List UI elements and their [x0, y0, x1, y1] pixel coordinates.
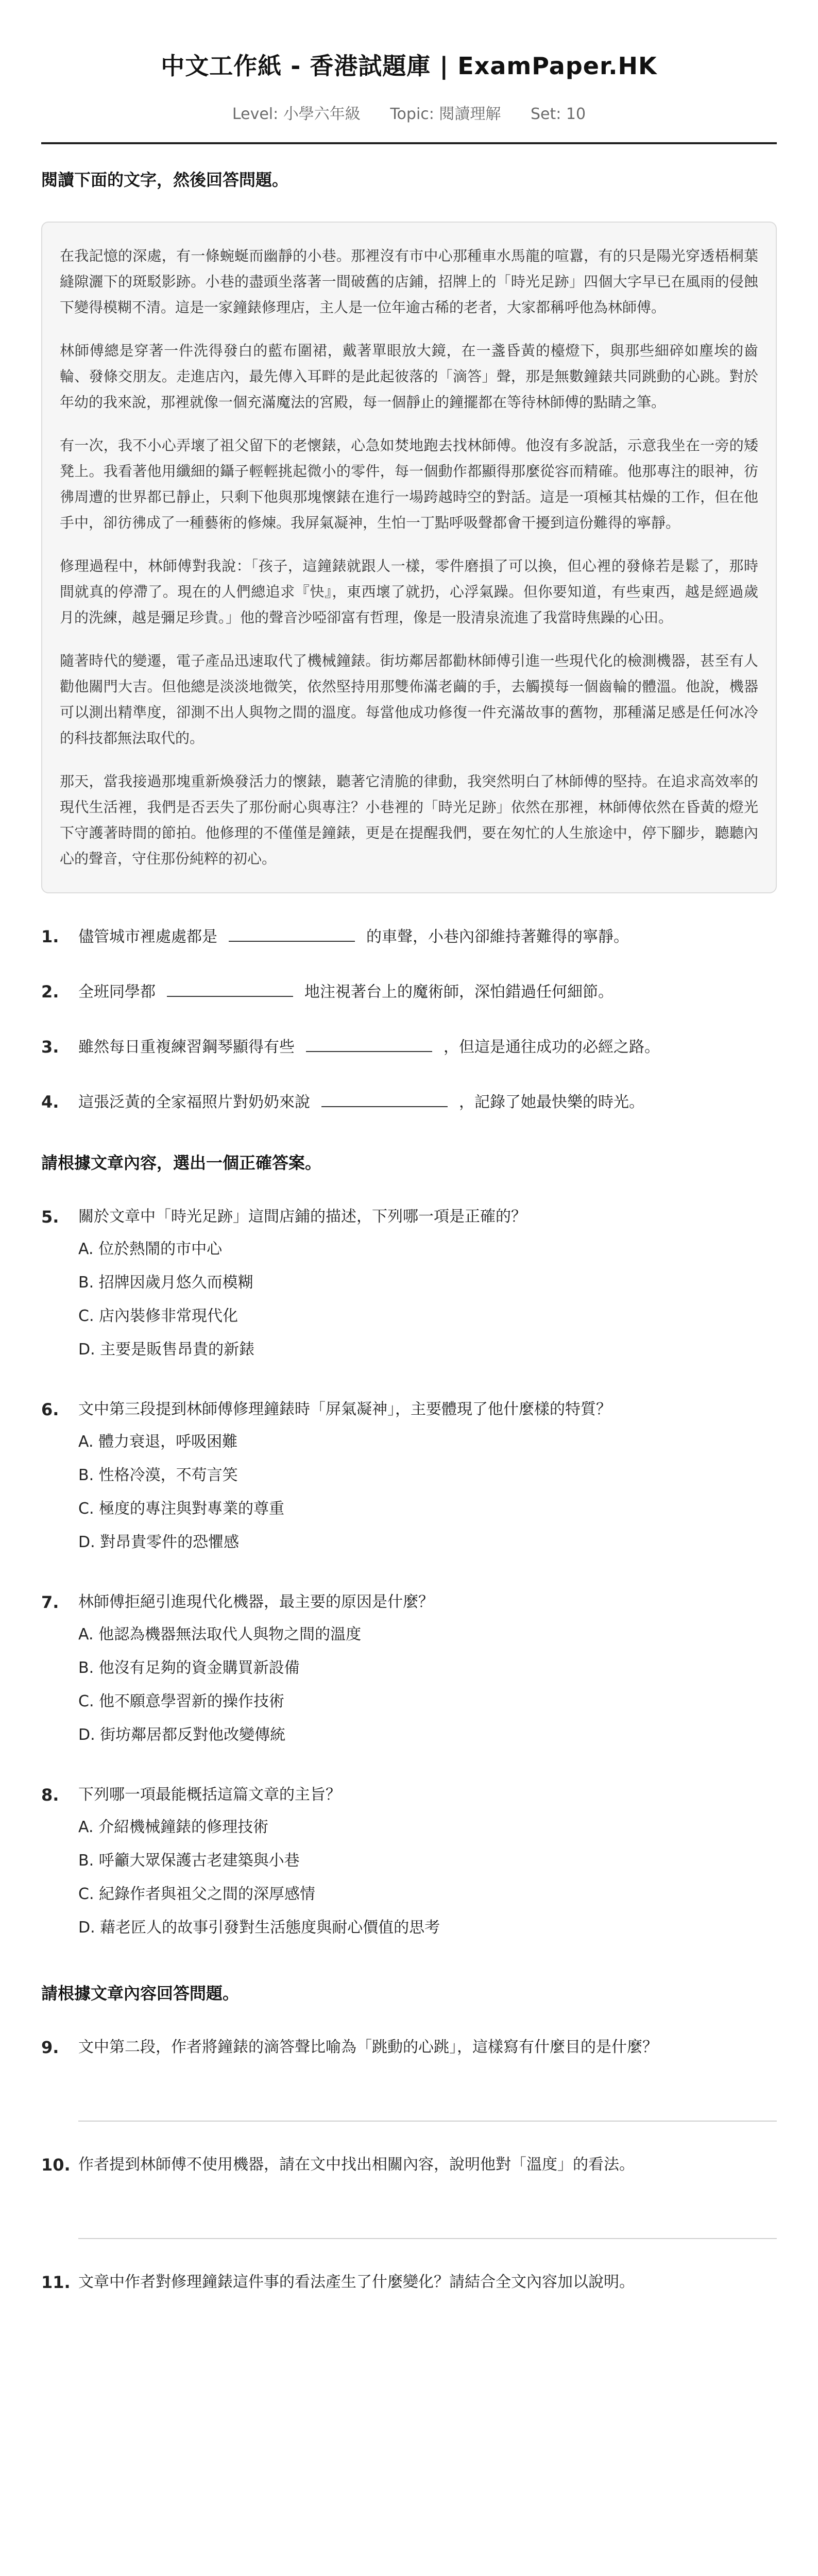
option-d[interactable]: D. 藉老匠人的故事引發對生活態度與耐心價值的思考 — [78, 1919, 440, 1937]
topic-label: Topic: 閱讀理解 — [390, 105, 501, 123]
answer-blank[interactable] — [229, 925, 355, 942]
passage-paragraph-3: 有一次，我不小心弄壞了祖父留下的老懷錶，心急如焚地跑去找林師傅。他沒有多說話，示意我坐在一旁的矮凳上。我看著他用纖細的鑷子輕輕挑起微小的零件，每一個動作都顯得那麼從容而精確。他那專注的眼神，彷彿周遭的世界都已靜止，只剩下他與那塊懷錶在進行一場跨越時空的對話。這是一項極其枯燥的工作，但在他手中，卻彷彿成了一種藝術的修煉。我屏氣凝神，生怕一丁點呼吸聲都會干擾到這份難得的寧靜。 — [60, 437, 758, 531]
question-number: 9. — [41, 2038, 59, 2057]
question-number: 1. — [41, 927, 59, 946]
question-number: 11. — [41, 2273, 71, 2292]
option-a[interactable]: A. 介紹機械鐘錶的修理技術 — [78, 1818, 269, 1836]
question-number: 5. — [41, 1207, 59, 1227]
question-text-before: 雖然每日重複練習鋼琴顯得有些 — [78, 1038, 295, 1056]
passage-paragraph-1: 在我記憶的深處，有一條蜿蜒而幽靜的小巷。那裡沒有市中心那種車水馬龍的喧囂，有的只是陽光穿透梧桐葉縫隙灑下的斑駁影跡。小巷的盡頭坐落著一間破舊的店鋪，招牌上的「時光足跡」四個大字早已在風雨的侵蝕下變得模糊不清。這是一家鐘錶修理店，主人是一位年逾古稀的老者，大家都稱呼他為林師傅。 — [60, 247, 758, 316]
question-number: 10. — [41, 2155, 71, 2175]
question-6 — [41, 1398, 777, 1559]
question-11 — [41, 2271, 777, 2294]
question-8 — [41, 1784, 777, 1944]
option-c[interactable]: C. 店內裝修非常現代化 — [78, 1307, 238, 1325]
reading-passage — [41, 222, 777, 893]
question-number: 2. — [41, 982, 59, 1002]
question-text-after: ，記錄了她最快樂的時光。 — [459, 1093, 644, 1111]
option-a[interactable]: A. 位於熱鬧的市中心 — [78, 1240, 223, 1258]
level-label: Level: 小學六年級 — [232, 105, 361, 123]
question-text-before: 儘管城市裡處處都是 — [78, 928, 217, 946]
question-5 — [41, 1206, 777, 1366]
meta-info — [41, 101, 777, 124]
section-reading-title: 閱讀下面的文字，然後回答問題。 — [41, 170, 289, 190]
option-c[interactable]: C. 極度的專注與對專業的尊重 — [78, 1500, 285, 1518]
question-text: 林師傅拒絕引進現代化機器，最主要的原因是什麼？ — [78, 1593, 434, 1611]
question-text: 作者提到林師傅不使用機器，請在文中找出相關內容，說明他對「溫度」的看法。 — [78, 2156, 635, 2174]
answer-line[interactable] — [78, 2176, 777, 2239]
question-3 — [41, 1036, 777, 1059]
question-number: 6. — [41, 1400, 59, 1419]
question-number: 8. — [41, 1785, 59, 1805]
question-number: 4. — [41, 1092, 59, 1112]
option-a[interactable]: A. 他認為機器無法取代人與物之間的溫度 — [78, 1625, 362, 1643]
section-mc-title: 請根據文章內容，選出一個正確答案。 — [41, 1153, 322, 1173]
question-text-before: 這張泛黃的全家福照片對奶奶來說 — [78, 1093, 310, 1111]
header — [41, 0, 777, 124]
question-10 — [41, 2154, 777, 2176]
option-d[interactable]: D. 街坊鄰居都反對他改變傳統 — [78, 1726, 286, 1744]
passage-paragraph-5: 隨著時代的變遷，電子產品迅速取代了機械鐘錶。街坊鄰居都勸林師傅引進一些現代化的檢測機器，甚至有人勸他關門大吉。但他總是淡淡地微笑，依然堅持用那雙佈滿老繭的手，去觸摸每一個齒輪的體溫。他說，機器可以測出精準度，卻測不出人與物之間的溫度。每當他成功修復一件充滿故事的舊物，那種滿足感是任何冰冷的科技都無法取代的。 — [60, 652, 758, 747]
question-text: 文中第三段提到林師傅修理鐘錶時「屏氣凝神」，主要體現了他什麼樣的特質？ — [78, 1400, 611, 1418]
question-7 — [41, 1591, 777, 1752]
question-text-before: 全班同學都 — [78, 983, 156, 1001]
answer-blank[interactable] — [321, 1091, 448, 1107]
header-divider — [41, 142, 777, 144]
question-text: 文中第二段，作者將鐘錶的滴答聲比喻為「跳動的心跳」，這樣寫有什麼目的是什麼？ — [78, 2038, 658, 2056]
option-d[interactable]: D. 對昂貴零件的恐懼感 — [78, 1533, 240, 1551]
option-b[interactable]: B. 他沒有足夠的資金購買新設備 — [78, 1659, 300, 1677]
passage-paragraph-4: 修理過程中，林師傅對我說：「孩子，這鐘錶就跟人一樣，零件磨損了可以換，但心裡的發條若是鬆了，那時間就真的停滯了。現在的人們總追求『快』，東西壞了就扔，心浮氣躁。但你要知道，有些東西，越是經過歲月的洗練，越是彌足珍貴。」他的聲音沙啞卻富有哲理，像是一股清泉流進了我當時焦躁的心田。 — [60, 557, 758, 626]
question-text: 下列哪一項最能概括這篇文章的主旨？ — [78, 1786, 341, 1804]
option-a[interactable]: A. 體力衰退，呼吸困難 — [78, 1433, 238, 1451]
option-d[interactable]: D. 主要是販售昂貴的新錶 — [78, 1341, 255, 1359]
question-4 — [41, 1091, 777, 1114]
question-number: 7. — [41, 1592, 59, 1612]
option-c[interactable]: C. 紀錄作者與祖父之間的深厚感情 — [78, 1885, 316, 1903]
question-2 — [41, 980, 777, 1004]
question-text: 關於文章中「時光足跡」這間店鋪的描述，下列哪一項是正確的？ — [78, 1208, 526, 1226]
question-text-after: ，但這是通往成功的必經之路。 — [444, 1038, 660, 1056]
passage-paragraph-2: 林師傅總是穿著一件洗得發白的藍布圍裙，戴著單眼放大鏡，在一盞昏黃的檯燈下，與那些細碎如塵埃的齒輪、發條交朋友。走進店內，最先傳入耳畔的是此起彼落的「滴答」聲，那是無數鐘錶共同跳動的心跳。對於年幼的我來說，那裡就像一個充滿魔法的宮殿，每一個靜止的鐘擺都在等待林師傅的點睛之筆。 — [60, 342, 758, 411]
answer-line[interactable] — [78, 2059, 777, 2122]
question-text-after: 的車聲，小巷內卻維持著難得的寧靜。 — [366, 928, 629, 946]
answer-blank[interactable] — [306, 1036, 432, 1052]
set-label: Set: 10 — [530, 105, 586, 123]
question-1 — [41, 925, 777, 948]
question-9 — [41, 2036, 777, 2059]
page-title: 中文工作紙 - 香港試題庫 | ExamPaper.HK — [161, 52, 657, 80]
passage-paragraph-6: 那天，當我接過那塊重新煥發活力的懷錶，聽著它清脆的律動，我突然明白了林師傅的堅持。在追求高效率的現代生活裡，我們是否丟失了那份耐心與專注？小巷裡的「時光足跡」依然在那裡，林師傅依然在昏黃的燈光下守護著時間的節拍。他修理的不僅僅是鐘錶，更是在提醒我們，要在匆忙的人生旅途中，停下腳步，聽聽內心的聲音，守住那份純粹的初心。 — [60, 773, 758, 867]
section-open-title: 請根據文章內容回答問題。 — [41, 1984, 240, 2003]
option-b[interactable]: B. 呼籲大眾保護古老建築與小巷 — [78, 1852, 300, 1870]
option-c[interactable]: C. 他不願意學習新的操作技術 — [78, 1692, 285, 1710]
option-b[interactable]: B. 性格冷漠，不苟言笑 — [78, 1466, 238, 1484]
question-number: 3. — [41, 1037, 59, 1057]
answer-blank[interactable] — [167, 980, 293, 997]
option-b[interactable]: B. 招牌因歲月悠久而模糊 — [78, 1274, 253, 1292]
question-text-after: 地注視著台上的魔術師，深怕錯過任何細節。 — [304, 983, 614, 1001]
question-text: 文章中作者對修理鐘錶這件事的看法產生了什麼變化？請結合全文內容加以說明。 — [78, 2273, 635, 2291]
